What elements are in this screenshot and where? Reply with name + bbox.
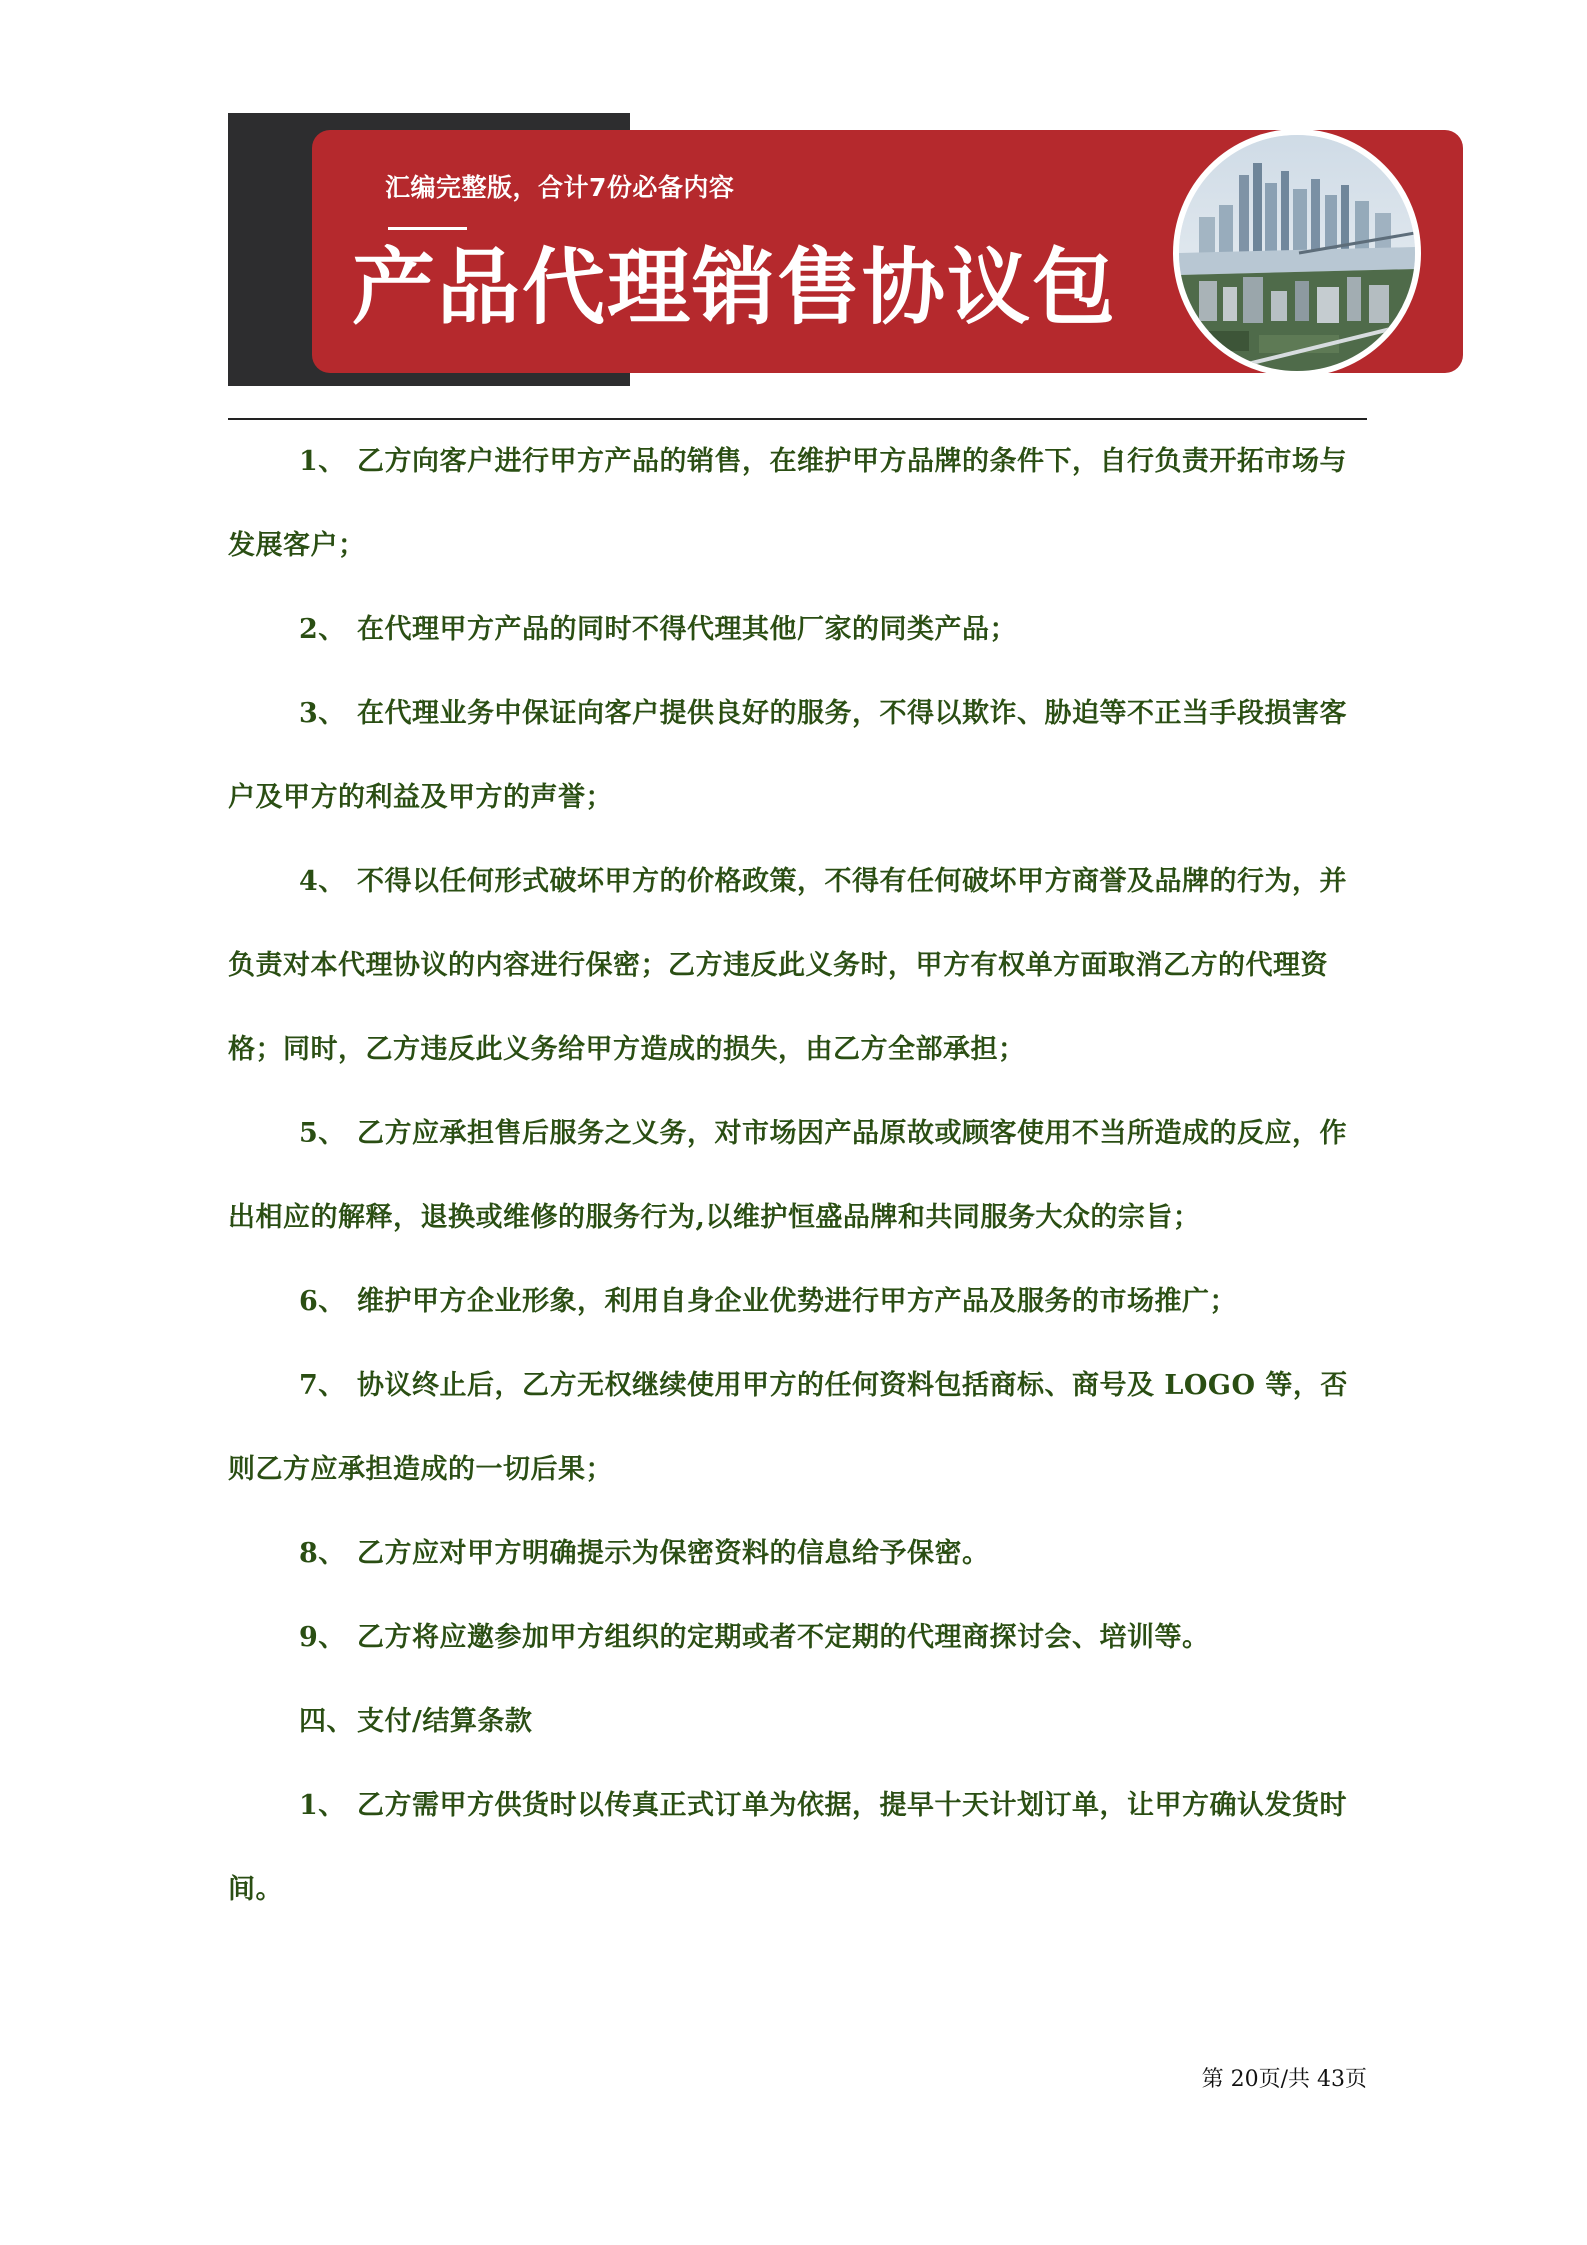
city-skyline-photo	[1173, 129, 1421, 377]
clause-3	[228, 672, 1367, 840]
clause-number: 5、	[299, 1118, 346, 1149]
clause-number: 6、	[299, 1286, 346, 1317]
clause-text: 乙方将应邀参加甲方组织的定期或者不定期的代理商探讨会、培训等。	[357, 1622, 1210, 1653]
section-title: 支付/结算条款	[357, 1706, 533, 1737]
clause-8	[228, 1512, 1367, 1596]
clause-2	[228, 588, 1367, 672]
clause-number: 8、	[299, 1538, 346, 1569]
clause-number: 1、	[299, 1790, 346, 1821]
section-number: 四、	[299, 1706, 354, 1737]
payment-clause-1	[228, 1764, 1367, 1932]
clause-text: 乙方应对甲方明确提示为保密资料的信息给予保密。	[357, 1538, 990, 1569]
section-heading-payment	[228, 1680, 1367, 1764]
clause-number: 9、	[299, 1622, 346, 1653]
clause-9	[228, 1596, 1367, 1680]
clause-7	[228, 1344, 1367, 1512]
clause-4	[228, 840, 1367, 1092]
clause-text: 协议终止后，乙方无权继续使用甲方的任何资料包括商标、商号及 LOGO 等，否则乙方应承担造成的一切后果；	[228, 1370, 1348, 1485]
clause-number: 3、	[299, 698, 346, 729]
clause-6	[228, 1260, 1367, 1344]
clause-number: 7、	[299, 1370, 346, 1401]
clause-text: 在代理甲方产品的同时不得代理其他厂家的同类产品；	[357, 614, 1017, 645]
page-number: 第 20页/共 43页	[1201, 2067, 1367, 2092]
clause-text: 维护甲方企业形象，利用自身企业优势进行甲方产品及服务的市场推广；	[357, 1286, 1237, 1317]
clause-number: 1、	[299, 446, 346, 477]
clause-text: 乙方应承担售后服务之义务，对市场因产品原故或顾客使用不当所造成的反应，作出相应的解释，退换或维修的服务行为,以维护恒盛品牌和共同服务大众的宗旨；	[228, 1118, 1347, 1233]
clause-text: 乙方需甲方供货时以传真正式订单为依据，提早十天计划订单，让甲方确认发货时间。	[228, 1790, 1347, 1905]
banner-title: 产品代理销售协议包	[352, 239, 1117, 336]
clause-number: 4、	[299, 866, 346, 897]
banner-divider	[388, 227, 467, 230]
clause-text: 乙方向客户进行甲方产品的销售，在维护甲方品牌的条件下，自行负责开拓市场与发展客户；	[228, 446, 1347, 561]
clause-text: 在代理业务中保证向客户提供良好的服务，不得以欺诈、胁迫等不正当手段损害客户及甲方的利益及甲方的声誉；	[228, 698, 1347, 813]
clause-1	[228, 420, 1367, 588]
clause-5	[228, 1092, 1367, 1260]
clause-number: 2、	[299, 614, 346, 645]
banner-subtitle: 汇编完整版，合计7份必备内容	[385, 173, 735, 202]
clause-text: 不得以任何形式破坏甲方的价格政策，不得有任何破坏甲方商誉及品牌的行为，并负责对本代理协议的内容进行保密；乙方违反此义务时，甲方有权单方面取消乙方的代理资格；同时，乙方违反此义务给甲方造成的损失，由乙方全部承担；	[228, 866, 1347, 1065]
